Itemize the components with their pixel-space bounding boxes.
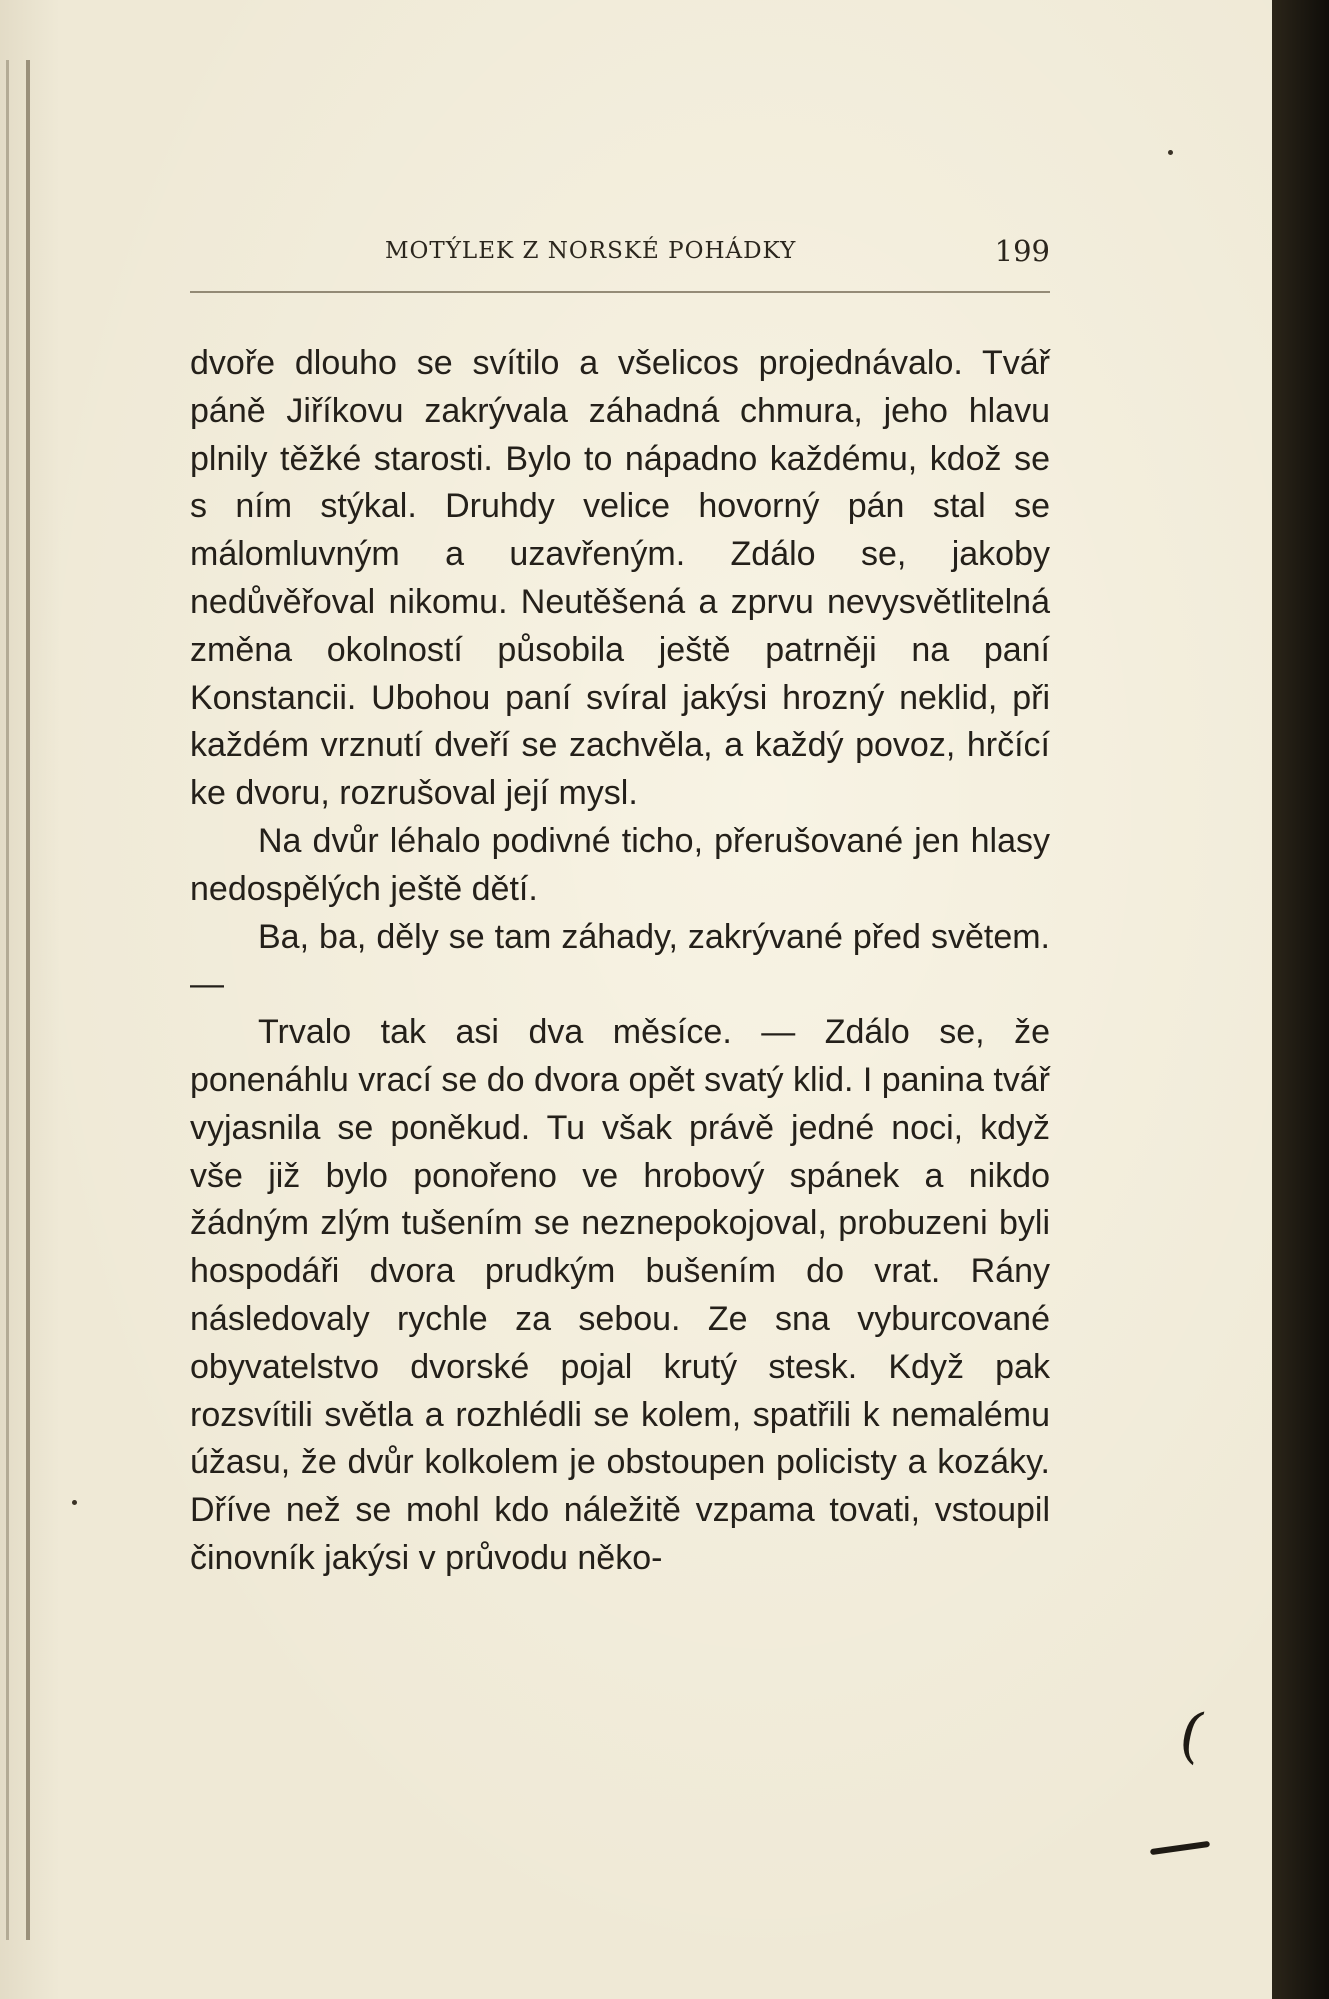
paragraph: Trvalo tak asi dva měsíce. — Zdálo se, že ponenáhlu vrací se do dvora opět svatý klid. I panina tvář vyjasnila se poněkud. Tu však právě jedné noci, když vše již bylo ponořeno ve hrobový spánek a nikdo žádným zlým tušením se neznepokojoval, probuzeni byli hospodáři dvora prudkým bušením do vrat. Rány následovaly rychle za sebou. Ze sna vyburcované obyvatelstvo dvorské pojal krutý stesk. Když pak rozsvítili světla a rozhlédli se kolem, spatřili k nemalému úžasu, že dvůr kolkolem je obstoupen policisty a kozáky. Dříve než se mohl kdo náležitě vzpama tovati, vstoupil činovník jakýsi v průvodu něko- [190, 1013, 1050, 1577]
paragraph: Ba, ba, děly se tam záhady, zakrývané před světem. — [190, 917, 1050, 1004]
binding-shadow-outer [6, 60, 9, 1940]
paragraph-continued: dvoře dlouho se svítilo a všelicos projednávalo. Tvář páně Jiříkovu zakrývala záhadná chmura, jeho hlavu plnily těžké starosti. Bylo to nápadno každému, kdož se s ním stýkal. Druhdy velice hovorný pán stal se málomluvným a uzavřeným. Zdálo se, jakoby nedůvěřoval nikomu. Neutěšená a zprvu nevysvětlitelná změna okolností působila ještě patrněji na paní Konstancii. Ubohou paní svíral jakýsi hrozný neklid, při každém vrznutí dveří se zachvěla, a každý povoz, hrčící ke dvoru, rozrušoval její mysl. [190, 344, 1050, 813]
body-text [190, 340, 1050, 1583]
paper-speck [72, 1500, 77, 1505]
paragraph: Na dvůr léhalo podivné ticho, přerušované jen hlasy nedospělých ještě dětí. [190, 821, 1050, 908]
margin-pencil-dash [1150, 1841, 1210, 1855]
paper-speck [1168, 150, 1173, 155]
page-edge-shadow [1272, 0, 1329, 1999]
margin-pencil-mark: ( [1172, 1698, 1211, 1772]
page-header [190, 232, 1050, 272]
page-number: 199 [994, 234, 1050, 268]
header-rule [190, 291, 1050, 293]
running-title: MOTÝLEK Z NORSKÉ POHÁDKY [385, 238, 797, 264]
binding-shadow [26, 60, 30, 1940]
